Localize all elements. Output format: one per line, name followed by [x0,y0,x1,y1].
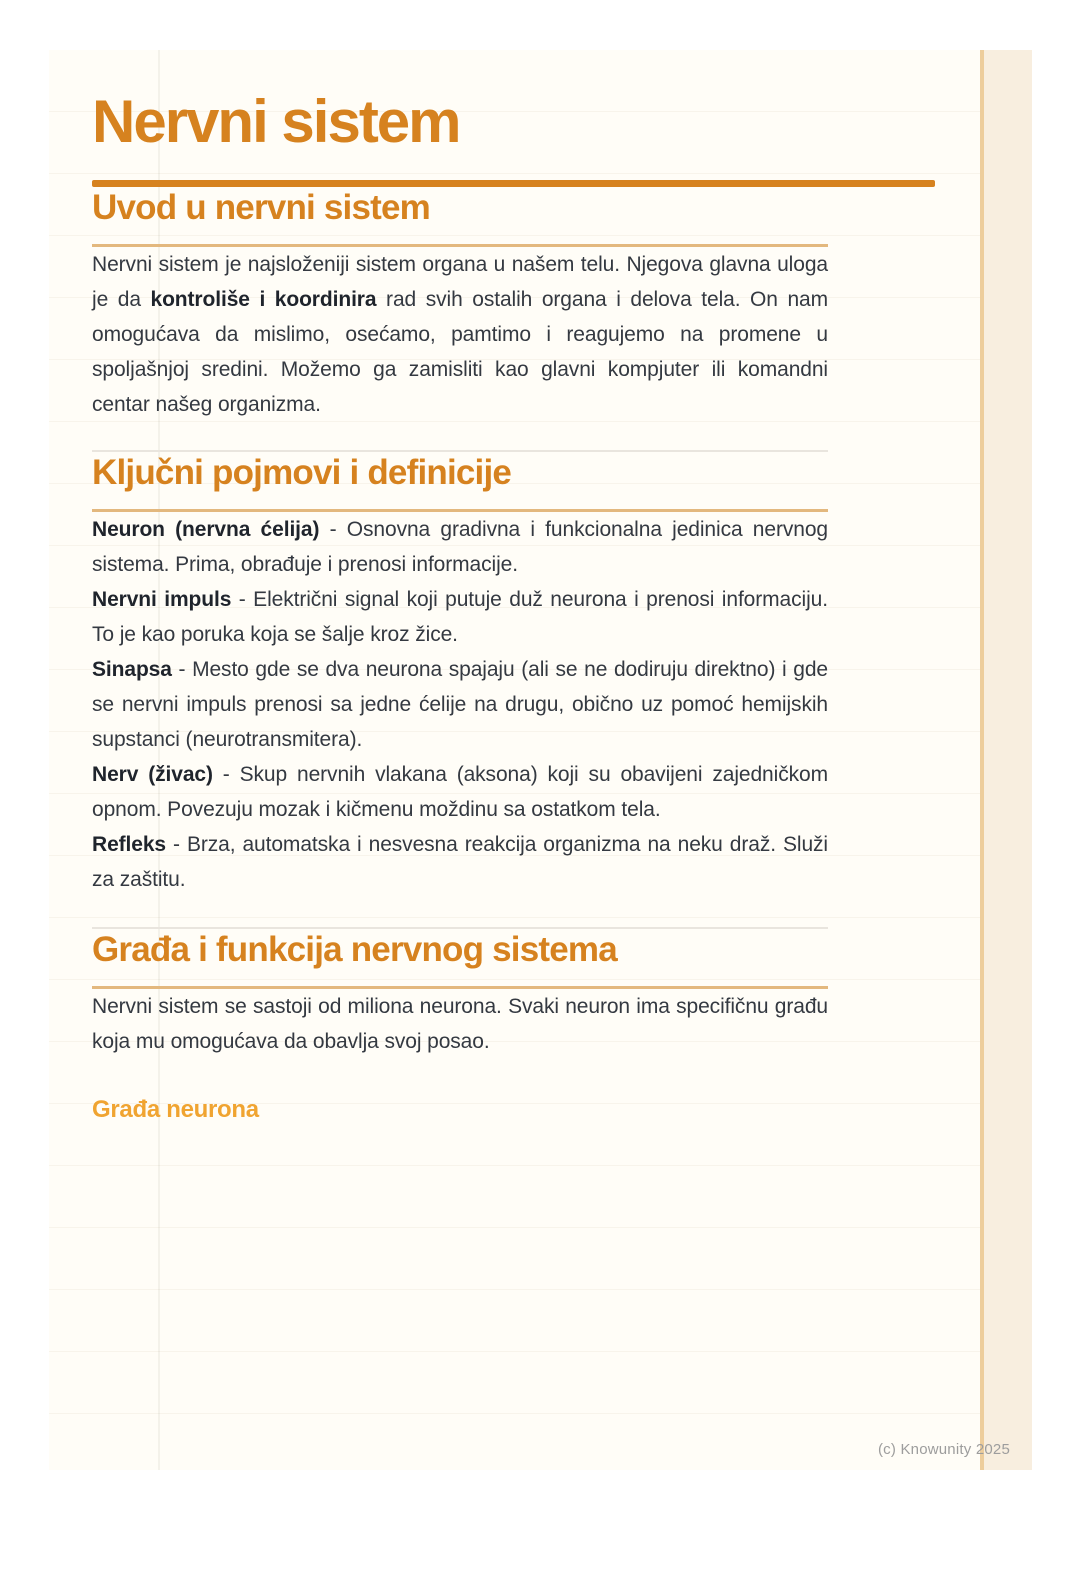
definition-text: Mesto gde se dva neurona spajaju (ali se ne dodiruju direktno) i gde se nervni impuls prenosi sa jedne ćelije na drugu, obično uz pomoć hemijskih supstanci (neurotransmitera). [92,658,828,751]
definition-separator: - [319,518,347,541]
intro-paragraph [92,247,828,422]
definition-term: Refleks [92,833,167,856]
section-heading-gradja: Građa i funkcija nervnog sistema [92,930,617,969]
section-heading-uvod: Uvod u nervni sistem [92,188,430,227]
intro-text-before: Nervni sistem je najsloženiji sistem organa u našem telu. Njegova glavna uloga je da [92,253,828,311]
definition-separator: - [171,658,193,681]
definition-separator: - [212,763,240,786]
definition-text: Osnovna gradivna i funkcionalna jedinica nervnog sistema. Prima, obrađuje i prenosi informacije. [92,518,828,576]
definition-item-sinapsa [92,652,828,757]
intro-text-after: rad svih ostalih organa i delova tela. On nam omogućava da mislimo, osećamo, pamtimo i reagujemo na promene u spoljašnjoj sredini. Možemo ga zamisliti kao glavni kompjuter ili komandni centar našeg organizma. [92,288,828,416]
structure-paragraph: Nervni sistem se sastoji od miliona neurona. Svaki neuron ima specifičnu građu koja mu omogućava da obavlja svoj posao. [92,995,828,1053]
page-content [49,50,828,1124]
title-rule [92,180,935,187]
notes-page-card [49,50,1032,1470]
definition-separator: - [166,833,187,856]
right-edge-stripe [980,50,1032,1470]
watermark: (c) Knowunity 2025 [877,1441,1010,1458]
page-title: Nervni sistem [92,88,460,155]
subsection-heading-gradja-neurona: Građa neurona [92,1096,259,1123]
definition-text: Brza, automatska i nesvesna reakcija organizma na neku draž. Služi za zaštitu. [92,833,828,891]
definition-text: Električni signal koji putuje duž neurona i prenosi informaciju. To je kao poruka koja se šalje kroz žice. [92,588,828,646]
definition-term: Neuron (nervna ćelija) [92,518,320,541]
definition-separator: - [231,588,254,611]
definition-term: Nervni impuls [92,588,232,611]
definition-item-refleks [92,827,828,897]
definition-term: Sinapsa [92,658,172,681]
definition-item-nervni-impuls [92,582,828,652]
definition-item-nerv [92,757,828,827]
section-heading-pojmovi: Ključni pojmovi i definicije [92,453,512,492]
definition-term: Nerv (živac) [92,763,213,786]
definition-item-neuron [92,512,828,582]
definition-text: Skup nervnih vlakana (aksona) koji su obavijeni zajedničkom opnom. Povezuju mozak i kičmenu moždinu sa ostatkom tela. [92,763,828,821]
intro-text-bold: kontroliše i koordinira [150,288,377,311]
